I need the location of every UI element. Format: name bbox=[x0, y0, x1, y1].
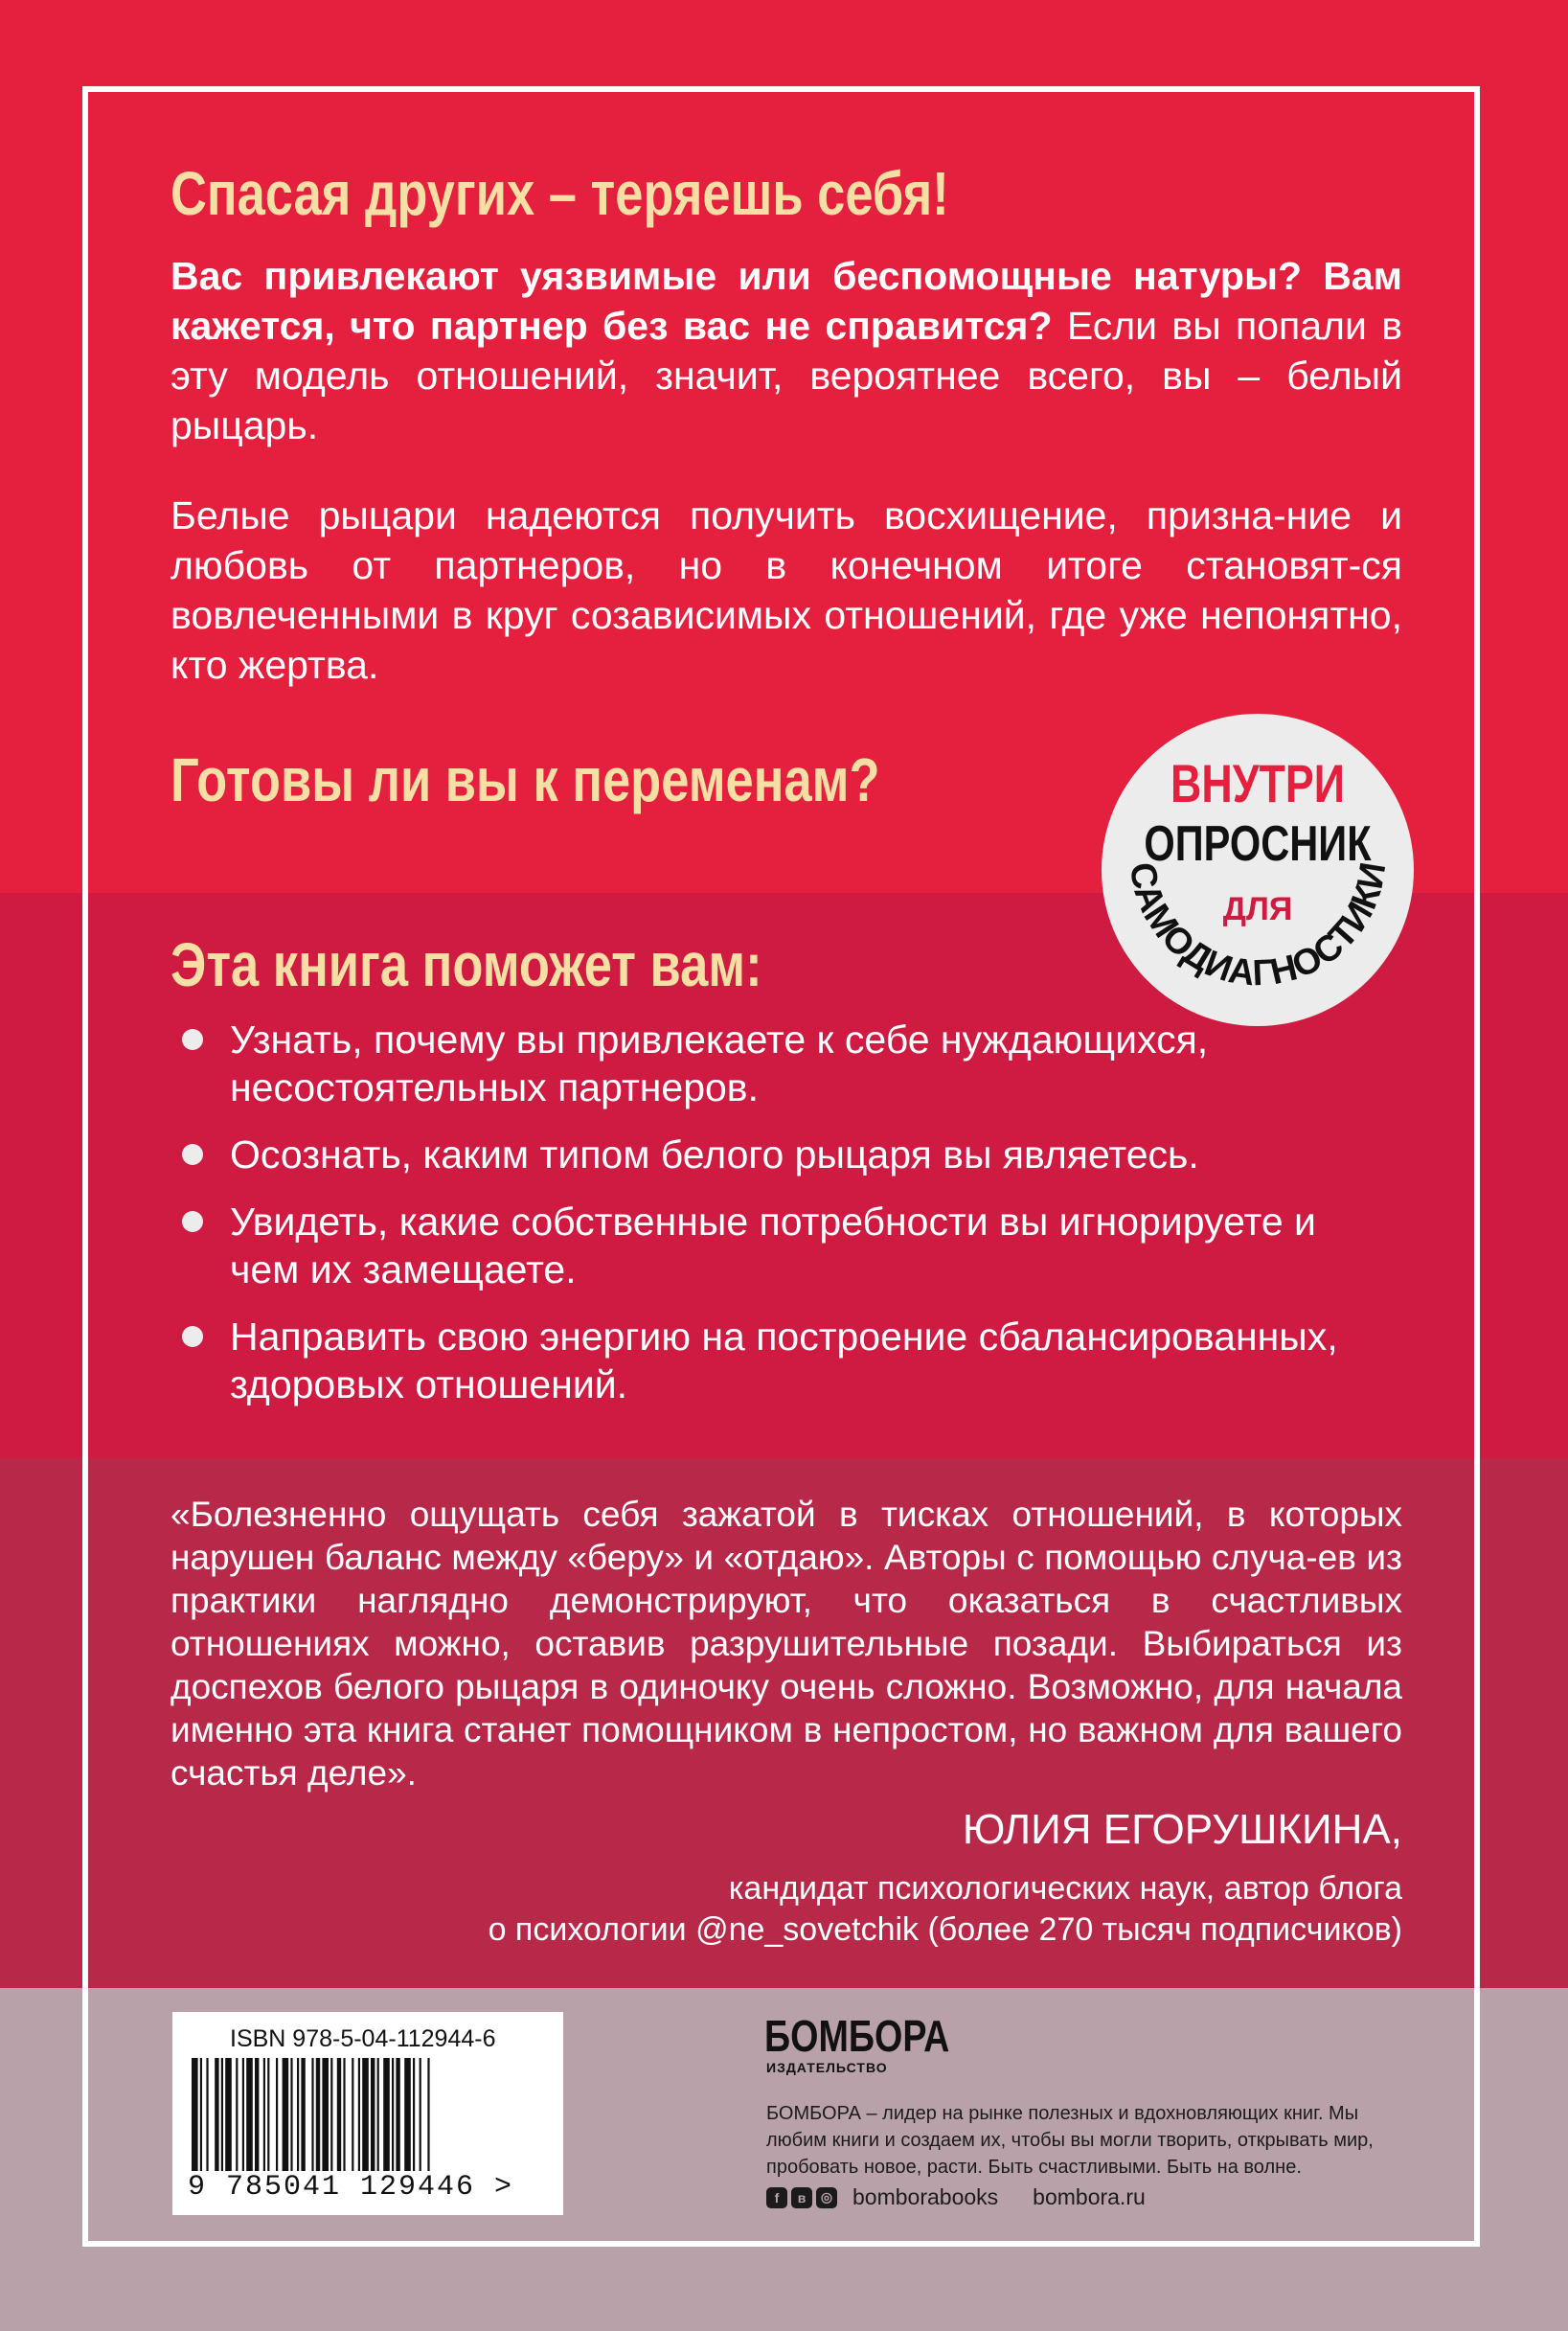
barcode-bar bbox=[276, 2058, 278, 2171]
instagram-icon[interactable]: ◎ bbox=[816, 2187, 837, 2208]
barcode-bar bbox=[322, 2058, 329, 2171]
barcode-bar bbox=[215, 2058, 218, 2171]
barcode-digits: 9 785041 129446 > bbox=[188, 2171, 514, 2204]
barcode-bar bbox=[343, 2058, 345, 2171]
quote-author-name: ЮЛИЯ ЕГОРУШКИНА, bbox=[962, 1806, 1402, 1853]
barcode-bar bbox=[263, 2058, 265, 2171]
barcode-bar bbox=[352, 2058, 353, 2171]
heading-book-helps: Эта книга поможет вам: bbox=[170, 930, 762, 999]
publisher-subtitle: ИЗДАТЕЛЬСТВО bbox=[766, 2060, 888, 2075]
barcode-bar bbox=[200, 2058, 202, 2171]
benefit-item: Направить свою энергию на построение сбалансированных, здоровых отношений. bbox=[182, 1313, 1389, 1408]
barcode-panel bbox=[172, 2012, 563, 2215]
benefits-list bbox=[182, 1016, 1389, 1428]
barcode-bar bbox=[337, 2058, 341, 2171]
barcode-bar bbox=[377, 2058, 379, 2171]
barcode-bar bbox=[420, 2058, 421, 2171]
barcode-bar bbox=[192, 2058, 198, 2171]
barcode-bar bbox=[225, 2058, 232, 2171]
barcode-bar bbox=[396, 2058, 399, 2171]
barcode-bar bbox=[297, 2058, 299, 2171]
badge-self-diagnosis: САМОДИАГНОСТИКИ bbox=[1121, 859, 1395, 994]
barcode-bar bbox=[404, 2058, 411, 2171]
benefit-item: Узнать, почему вы привлекаете к себе нуждающихся, несостоятельных партнеров. bbox=[182, 1016, 1389, 1111]
intro-bold: Вас привлекают уязвимые или беспомощные натуры? Вам кажется, что партнер без вас не справится? bbox=[170, 254, 1402, 348]
vk-icon[interactable]: в bbox=[791, 2187, 812, 2208]
publisher-description: БОМБОРА – лидер на рынке полезных и вдохновляющих книг. Мы любим книги и создаем их, чтобы вы могли творить, открывать мир, пробовать новое, расти. Быть счастливыми. Быть на волне. bbox=[766, 2103, 1374, 2178]
bullet-icon bbox=[182, 1211, 203, 1232]
barcode-icon bbox=[192, 2058, 546, 2171]
badge-questionnaire: ОПРОСНИК bbox=[1144, 816, 1372, 872]
benefit-item: Увидеть, какие собственные потребности вы игнорируете и чем их замещаете. bbox=[182, 1198, 1389, 1293]
barcode-bar bbox=[358, 2058, 360, 2171]
bullet-icon bbox=[182, 1029, 203, 1050]
svg-text:САМОДИАГНОСТИКИ bbox=[1122, 859, 1395, 994]
badge-arc-text bbox=[1102, 714, 1414, 1026]
white-knights-paragraph: Белые рыцари надеются получить восхищение, призна-ние и любовь от партнеров, но в конечном итоге становят-ся вовлеченными в круг созависимых отношений, где уже непонятно, кто жертва. bbox=[170, 493, 1402, 687]
barcode-bar bbox=[283, 2058, 289, 2171]
facebook-icon[interactable]: f bbox=[766, 2187, 787, 2208]
quote-author-desc: кандидат психологических наук, автор блога о психологии @ne_sovetchik (более 270 тысяч подписчиков) bbox=[488, 1870, 1402, 1948]
barcode-bar bbox=[362, 2058, 369, 2171]
barcode-bar bbox=[246, 2058, 253, 2171]
barcode-bar bbox=[371, 2058, 375, 2171]
barcode-bar bbox=[255, 2058, 259, 2171]
benefit-item: Осознать, каким типом белого рыцаря вы являетесь. bbox=[182, 1131, 1389, 1178]
barcode-bar bbox=[330, 2058, 332, 2171]
intro-paragraph bbox=[170, 251, 1402, 450]
barcode-bar bbox=[427, 2058, 429, 2171]
barcode-bar bbox=[392, 2058, 394, 2171]
barcode-bar bbox=[413, 2058, 415, 2171]
social-links bbox=[766, 2184, 1146, 2210]
barcode-bar bbox=[221, 2058, 223, 2171]
barcode-bar bbox=[267, 2058, 269, 2171]
barcode-bar bbox=[242, 2058, 244, 2171]
heading-ready-for-change: Готовы ли вы к переменам? bbox=[170, 745, 880, 814]
social-handle[interactable]: bomborabooks bbox=[852, 2184, 999, 2209]
barcode-bar bbox=[311, 2058, 313, 2171]
isbn-number: ISBN 978-5-04-112944-6 bbox=[230, 2025, 496, 2052]
heading-saving-others: Спасая других – теряешь себя! bbox=[170, 159, 949, 228]
bullet-icon bbox=[182, 1326, 203, 1347]
barcode-bar bbox=[290, 2058, 292, 2171]
barcode-bar bbox=[236, 2058, 238, 2171]
badge-for: ДЛЯ bbox=[1222, 891, 1293, 927]
intro-rest: Если вы попали в эту модель отношений, значит, вероятнее всего, вы – белый рыцарь. bbox=[170, 304, 1402, 447]
bullet-icon bbox=[182, 1144, 203, 1165]
badge-inside: ВНУТРИ bbox=[1170, 753, 1346, 813]
barcode-bar bbox=[301, 2058, 305, 2171]
publisher-logo: БОМБОРА bbox=[764, 2011, 950, 2061]
barcode-bar bbox=[206, 2058, 208, 2171]
publisher-website[interactable]: bombora.ru bbox=[1033, 2184, 1146, 2209]
review-quote: «Болезненно ощущать себя зажатой в тисках отношений, в которых нарушен баланс между «беру» и «отдаю». Авторы с помощью случа-ев из практики наглядно демонстрируют, что оказаться в счастливых отношениях можно, оставив разрушительные позади. Выбираться из доспехов белого рыцаря в одиночку очень сложно. Возможно, для начала именно эта книга станет помощником в непростом, но важном для вашего счастья деле». bbox=[170, 1495, 1402, 1793]
barcode-bar bbox=[316, 2058, 320, 2171]
barcode-bar bbox=[383, 2058, 390, 2171]
questionnaire-badge bbox=[1102, 714, 1414, 1026]
